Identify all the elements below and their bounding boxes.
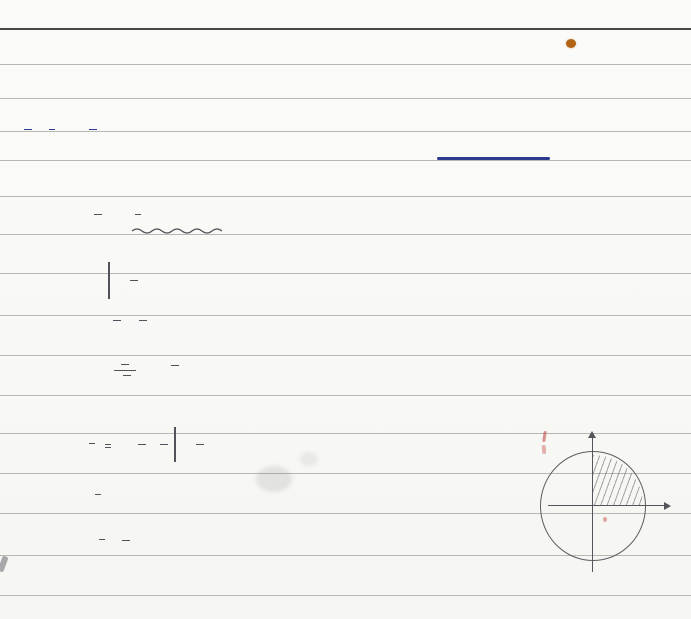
fraction — [94, 212, 102, 217]
answer-blank-underline — [437, 157, 550, 160]
square-root — [89, 443, 95, 445]
problem-1 — [6, 119, 100, 141]
radicand — [95, 494, 101, 496]
fraction-denominator — [113, 321, 121, 323]
hatched-quarter-region — [593, 455, 643, 505]
square-root — [135, 214, 141, 216]
red-mark — [542, 445, 547, 454]
radicand — [49, 129, 55, 131]
fraction — [160, 442, 168, 447]
x-axis-arrow — [664, 502, 671, 510]
fraction-denominator — [130, 281, 138, 283]
evaluation-bar — [108, 262, 112, 299]
wavy-underlined-group — [129, 204, 143, 226]
square-root — [99, 539, 105, 541]
square-root — [49, 129, 55, 131]
fraction — [138, 442, 146, 447]
solution-step-1 — [28, 168, 56, 190]
pencil-smudge — [300, 452, 318, 466]
solution-step-3 — [98, 262, 141, 299]
edge-mark — [0, 555, 9, 572]
square-root — [95, 494, 101, 496]
fraction-denominator — [94, 215, 102, 217]
ruled-line — [0, 234, 691, 235]
result-fraction — [171, 363, 179, 368]
y-axis-arrow — [588, 431, 596, 438]
ruled-line — [0, 98, 691, 99]
fraction — [196, 442, 204, 447]
circle-equation-line — [93, 494, 110, 496]
wavy-underline — [131, 226, 223, 235]
ruled-line — [0, 131, 691, 132]
radicand — [135, 214, 141, 216]
ruled-line — [0, 595, 691, 596]
fraction-denominator — [123, 376, 131, 378]
radicand — [89, 443, 95, 445]
ink-stain — [566, 39, 576, 48]
x-axis — [548, 505, 666, 506]
circle-diagram — [535, 420, 691, 580]
fraction — [24, 127, 32, 132]
ruled-line — [0, 196, 691, 197]
fraction — [139, 318, 147, 323]
fraction-denominator — [138, 445, 146, 447]
big-fraction-numerator — [114, 352, 136, 371]
big-fraction-denominator — [114, 371, 136, 378]
geometric-note-line — [93, 530, 133, 550]
pencil-smudge — [256, 466, 292, 492]
double-equals-line — [105, 442, 111, 448]
top-rule-line — [0, 28, 691, 38]
fraction — [121, 362, 129, 367]
fraction-denominator — [171, 366, 179, 368]
fraction — [130, 278, 138, 283]
ruled-line — [0, 160, 691, 161]
aux-integral-line — [83, 427, 207, 462]
answer-fraction — [89, 127, 97, 132]
solution-step-5 — [92, 352, 182, 378]
fraction-denominator — [121, 365, 129, 367]
fraction-denominator — [196, 445, 204, 447]
evaluation-bar — [174, 427, 178, 462]
fraction — [122, 538, 130, 543]
fraction — [113, 318, 121, 323]
answer-denominator — [89, 130, 97, 132]
ruled-line — [0, 315, 691, 316]
red-speck — [603, 517, 607, 522]
solution-step-4 — [103, 318, 150, 323]
ruled-line — [0, 395, 691, 396]
big-fraction — [114, 352, 136, 378]
ruled-line — [0, 64, 691, 65]
solution-step-2 — [80, 204, 143, 226]
fraction-denominator — [139, 321, 147, 323]
fraction-denominator — [24, 130, 32, 132]
fraction-denominator — [160, 445, 168, 447]
substitution-note — [105, 441, 111, 448]
radicand — [99, 539, 105, 541]
fraction — [123, 373, 131, 378]
fraction-denominator — [122, 541, 130, 543]
